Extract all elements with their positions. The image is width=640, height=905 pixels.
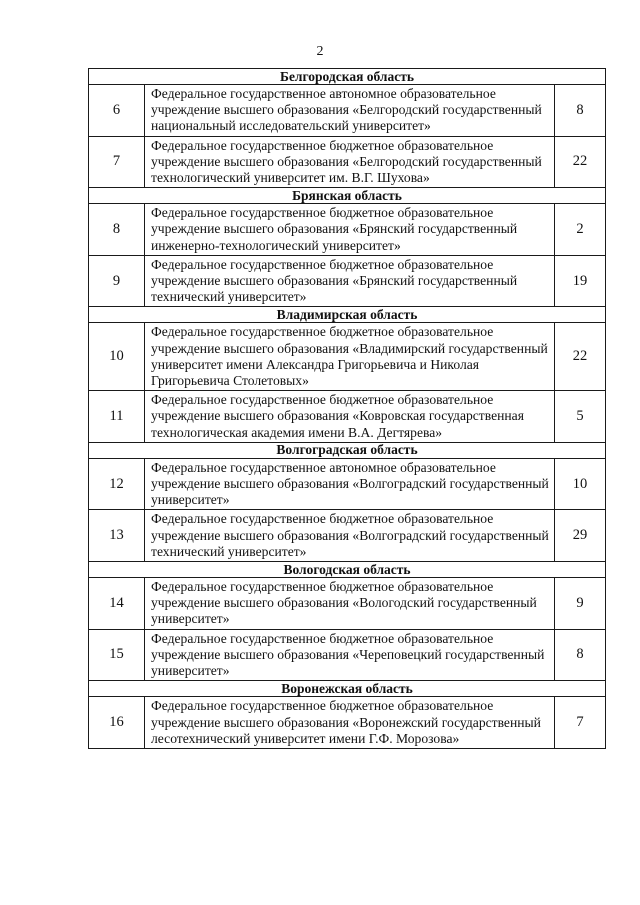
row-value: 10 bbox=[555, 458, 606, 510]
region-row bbox=[89, 442, 606, 458]
table-row bbox=[89, 458, 606, 510]
row-number: 14 bbox=[89, 578, 145, 630]
row-value: 29 bbox=[555, 510, 606, 562]
row-value: 2 bbox=[555, 204, 606, 256]
table-row bbox=[89, 697, 606, 749]
table-row bbox=[89, 578, 606, 630]
region-row bbox=[89, 69, 606, 85]
institution-name: Федеральное государственное бюджетное образовательное учреждение высшего образования «Брянский государственный технический университет» bbox=[145, 255, 555, 307]
row-value: 9 bbox=[555, 578, 606, 630]
region-heading: Вологодская область bbox=[89, 562, 606, 578]
region-heading: Белгородская область bbox=[89, 69, 606, 85]
universities-table bbox=[88, 68, 606, 749]
region-row bbox=[89, 307, 606, 323]
row-value: 22 bbox=[555, 323, 606, 391]
institution-name: Федеральное государственное бюджетное образовательное учреждение высшего образования «Череповецкий государственный университет» bbox=[145, 629, 555, 681]
row-number: 13 bbox=[89, 510, 145, 562]
row-value: 8 bbox=[555, 629, 606, 681]
row-value: 8 bbox=[555, 85, 606, 137]
row-number: 10 bbox=[89, 323, 145, 391]
table-row bbox=[89, 136, 606, 188]
table-row bbox=[89, 85, 606, 137]
page-number: 2 bbox=[316, 44, 324, 59]
institution-name: Федеральное государственное бюджетное образовательное учреждение высшего образования «Воронежский государственный лесотехнический университет имени Г.Ф. Морозова» bbox=[145, 697, 555, 749]
table-row bbox=[89, 510, 606, 562]
row-number: 8 bbox=[89, 204, 145, 256]
row-number: 12 bbox=[89, 458, 145, 510]
institution-name: Федеральное государственное бюджетное образовательное учреждение высшего образования «Белгородский государственный технологический университет им. В.Г. Шухова» bbox=[145, 136, 555, 188]
institution-name: Федеральное государственное бюджетное образовательное учреждение высшего образования «Волгоградский государственный технический университет» bbox=[145, 510, 555, 562]
region-heading: Волгоградская область bbox=[89, 442, 606, 458]
table-row bbox=[89, 255, 606, 307]
table-row bbox=[89, 323, 606, 391]
institution-name: Федеральное государственное бюджетное образовательное учреждение высшего образования «Вологодский государственный университет» bbox=[145, 578, 555, 630]
institution-name: Федеральное государственное автономное образовательное учреждение высшего образования «Волгоградский государственный университет» bbox=[145, 458, 555, 510]
institution-name: Федеральное государственное автономное образовательное учреждение высшего образования «Белгородский государственный национальный исследовательский университет» bbox=[145, 85, 555, 137]
row-number: 15 bbox=[89, 629, 145, 681]
row-value: 7 bbox=[555, 697, 606, 749]
region-row bbox=[89, 188, 606, 204]
institution-name: Федеральное государственное бюджетное образовательное учреждение высшего образования «Владимирский государственный университет имени Александра Григорьевича и Николая Григорьевича Столетовых» bbox=[145, 323, 555, 391]
institution-name: Федеральное государственное бюджетное образовательное учреждение высшего образования «Ковровская государственная технологическая академия имени В.А. Дегтярева» bbox=[145, 391, 555, 443]
region-row bbox=[89, 562, 606, 578]
row-number: 9 bbox=[89, 255, 145, 307]
row-number: 6 bbox=[89, 85, 145, 137]
region-heading: Брянская область bbox=[89, 188, 606, 204]
row-number: 11 bbox=[89, 391, 145, 443]
institution-name: Федеральное государственное бюджетное образовательное учреждение высшего образования «Брянский государственный инженерно-технологический университет» bbox=[145, 204, 555, 256]
region-row bbox=[89, 681, 606, 697]
table-row bbox=[89, 204, 606, 256]
region-heading: Владимирская область bbox=[89, 307, 606, 323]
row-value: 5 bbox=[555, 391, 606, 443]
row-number: 16 bbox=[89, 697, 145, 749]
row-value: 19 bbox=[555, 255, 606, 307]
table-row bbox=[89, 391, 606, 443]
table-row bbox=[89, 629, 606, 681]
row-number: 7 bbox=[89, 136, 145, 188]
region-heading: Воронежская область bbox=[89, 681, 606, 697]
row-value: 22 bbox=[555, 136, 606, 188]
